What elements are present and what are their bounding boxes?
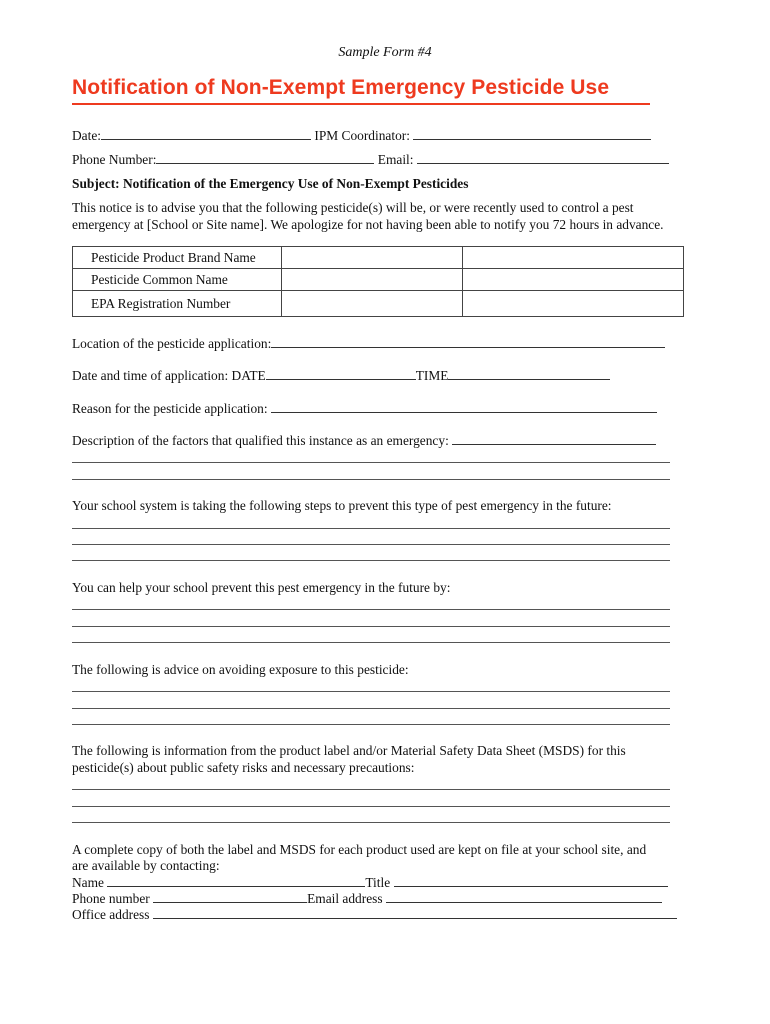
contact-phone-input[interactable] (153, 890, 307, 903)
form-title: Notification of Non-Exempt Emergency Pesticide Use (72, 76, 610, 99)
date-time-label: Date and time of application: DATE (72, 368, 266, 383)
epa-registration-label: EPA Registration Number (73, 291, 282, 317)
contact-name-field (72, 874, 668, 891)
epa-registration-cell-1[interactable] (282, 291, 463, 317)
answer-line[interactable] (72, 806, 670, 807)
reason-label: Reason for the pesticide application: (72, 401, 268, 416)
answer-line[interactable] (72, 626, 670, 627)
reason-field (72, 400, 657, 417)
table-row (73, 247, 684, 269)
prevention-steps-label: Your school system is taking the following steps to prevent this type of pest emergency in the future: (72, 498, 612, 513)
contact-intro-line-1: A complete copy of both the label and MSDS for each product used are kept on file at your school site, and (72, 842, 647, 857)
email-input[interactable] (417, 151, 669, 164)
location-label: Location of the pesticide application: (72, 336, 272, 351)
sample-form-label: Sample Form #4 (338, 45, 432, 60)
date-label: Date: (72, 128, 101, 143)
answer-line[interactable] (72, 479, 670, 480)
answer-line[interactable] (72, 528, 670, 529)
title-underline (72, 103, 650, 105)
email-label: Email: (377, 152, 414, 167)
answer-line[interactable] (72, 822, 670, 823)
answer-line[interactable] (72, 789, 670, 790)
date-field (72, 127, 651, 144)
epa-registration-cell-2[interactable] (463, 291, 684, 317)
pesticide-common-name-cell-2[interactable] (463, 269, 684, 291)
contact-title-label: Title (365, 875, 391, 890)
contact-phone-label: Phone number (72, 891, 150, 906)
intro-line-1: This notice is to advise you that the following pesticide(s) will be, or were recently used to control a pest (72, 200, 634, 215)
emergency-factors-label: Description of the factors that qualified this instance as an emergency: (72, 433, 449, 448)
date-time-field (72, 367, 610, 384)
intro-line-2: emergency at [School or Site name]. We apologize for not having been able to notify you 72 hours in advance. (72, 217, 664, 232)
answer-line[interactable] (72, 560, 670, 561)
contact-email-input[interactable] (386, 890, 662, 903)
help-prevent-label: You can help your school prevent this pest emergency in the future by: (72, 580, 451, 595)
contact-phone-field (72, 890, 662, 907)
subject-line: Subject: Notification of the Emergency Use of Non-Exempt Pesticides (72, 176, 469, 191)
answer-line[interactable] (72, 609, 670, 610)
phone-label: Phone Number: (72, 152, 157, 167)
msds-label-line-2: pesticide(s) about public safety risks and necessary precautions: (72, 760, 415, 775)
table-row (73, 269, 684, 291)
phone-field (72, 151, 669, 168)
answer-line[interactable] (72, 724, 670, 725)
date-input[interactable] (101, 127, 311, 140)
exposure-advice-label: The following is advice on avoiding exposure to this pesticide: (72, 662, 409, 677)
ipm-coordinator-label: IPM Coordinator: (314, 128, 410, 143)
pesticide-brand-name-cell-2[interactable] (463, 247, 684, 269)
pesticide-brand-name-label: Pesticide Product Brand Name (73, 247, 282, 269)
contact-name-label: Name (72, 875, 104, 890)
time-label: TIME (415, 368, 449, 383)
application-time-input[interactable] (448, 367, 610, 380)
pesticide-common-name-cell-1[interactable] (282, 269, 463, 291)
contact-title-input[interactable] (394, 874, 668, 887)
pesticide-table (72, 246, 684, 317)
contact-office-field (72, 906, 677, 923)
location-input[interactable] (271, 335, 665, 348)
answer-line[interactable] (72, 544, 670, 545)
answer-line[interactable] (72, 708, 670, 709)
contact-intro-line-2: are available by contacting: (72, 858, 220, 873)
emergency-factors-input[interactable] (452, 432, 656, 445)
pesticide-common-name-label: Pesticide Common Name (73, 269, 282, 291)
contact-name-input[interactable] (107, 874, 365, 887)
pesticide-brand-name-cell-1[interactable] (282, 247, 463, 269)
emergency-factors-field (72, 432, 656, 449)
ipm-coordinator-input[interactable] (413, 127, 651, 140)
contact-office-label: Office address (72, 907, 150, 922)
answer-line[interactable] (72, 462, 670, 463)
application-date-input[interactable] (266, 367, 416, 380)
answer-line[interactable] (72, 642, 670, 643)
location-field (72, 335, 665, 352)
answer-line[interactable] (72, 691, 670, 692)
reason-input[interactable] (271, 400, 657, 413)
phone-input[interactable] (156, 151, 374, 164)
contact-office-input[interactable] (153, 906, 677, 919)
msds-label-line-1: The following is information from the product label and/or Material Safety Data Sheet (MSDS) for this (72, 743, 626, 758)
table-row (73, 291, 684, 317)
contact-email-label: Email address (307, 891, 383, 906)
